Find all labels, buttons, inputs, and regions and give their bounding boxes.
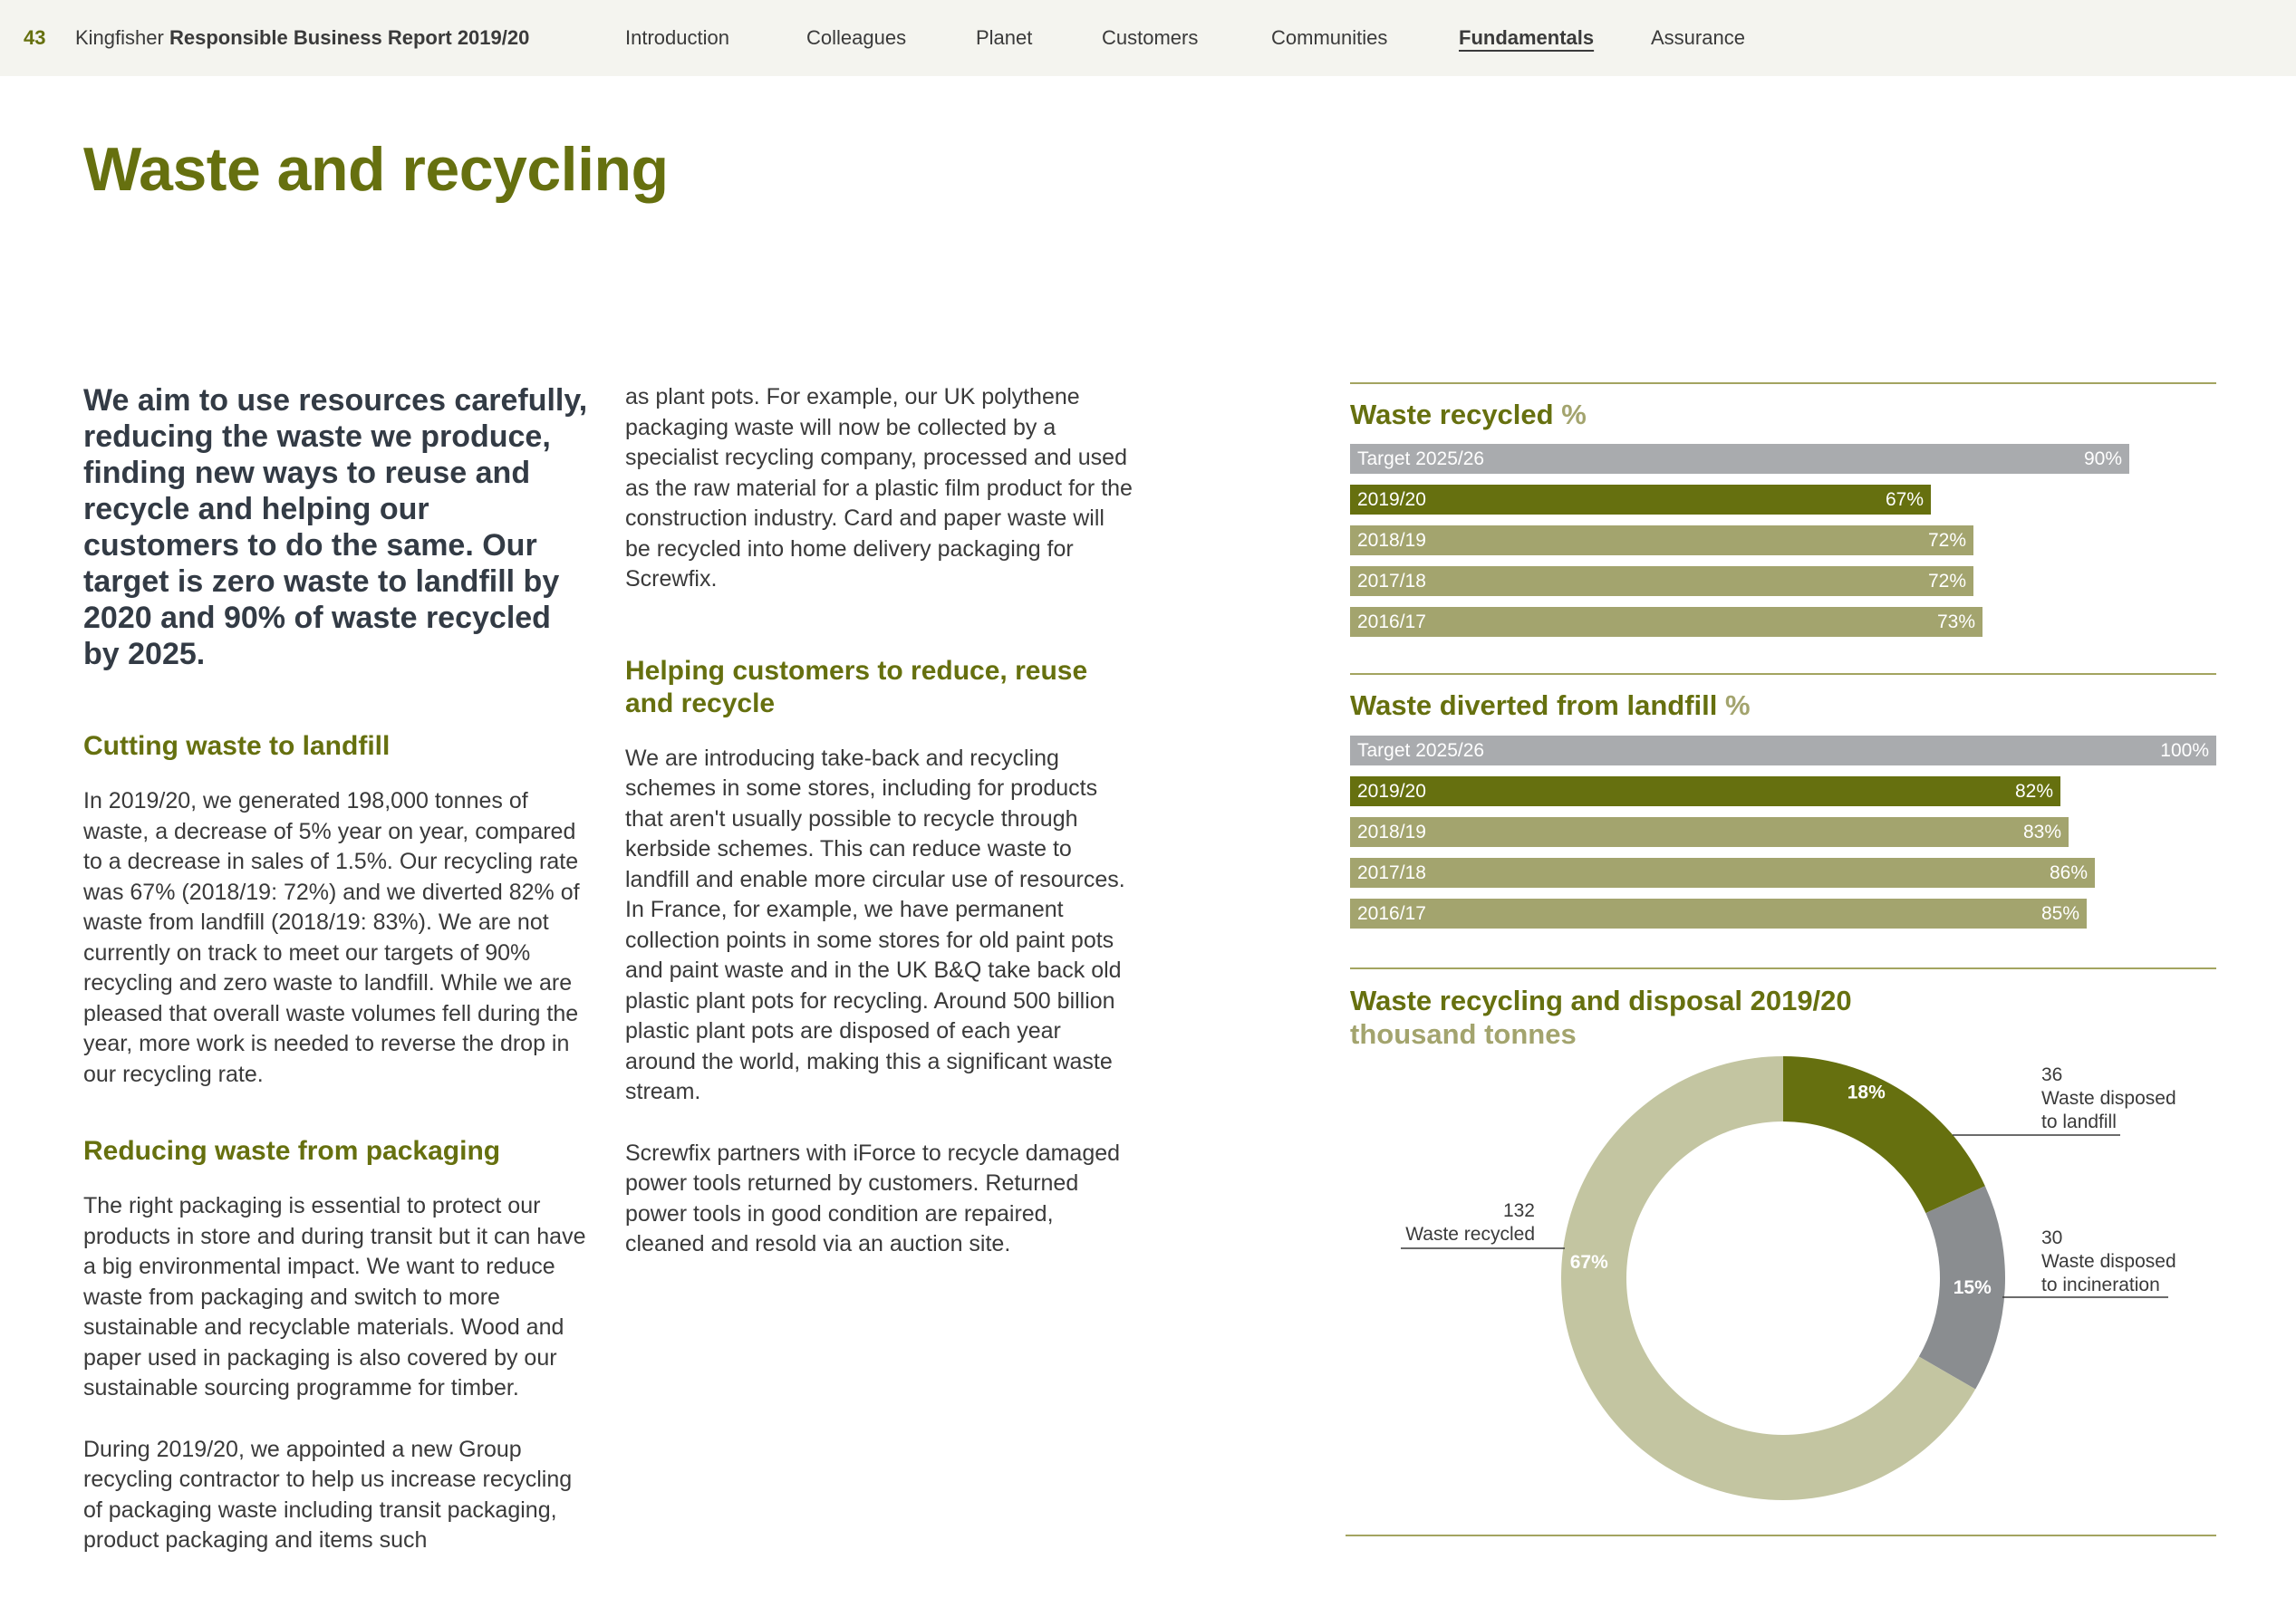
nav-assurance[interactable]: Assurance [1651,26,1745,49]
intro-statement: We aim to use resources carefully, reducing the waste we produce, finding new ways to reuse and recycle and helping our customers to do the same. Our target is zero waste to landfill by 2020 and 90% of waste recycled by 2025. [83,383,588,671]
chart-title-text: Waste recycled [1350,399,1554,430]
bar-category-label: 2017/18 [1357,862,1426,883]
heading-helping-customers: Helping customers to reduce, reuse and recycle [625,655,1088,718]
bar-category-label: 2019/20 [1357,489,1426,510]
nav-customers[interactable]: Customers [1102,26,1199,49]
report-name: Responsible Business Report 2019/20 [169,26,530,49]
nav-planet[interactable]: Planet [976,26,1033,49]
donut-percent-label: 15% [1953,1276,1992,1298]
paragraph-customers-1: We are introducing take-back and recycling schemes in some stores, including for products that aren't usually possible to recycle through kerbside schemes. This can reduce waste to landfill and enable more circular use of resources. In France, for example, we have permanent collection points in some stores for old paint pots and paint waste and in the UK B&Q take back old plastic plant pots for recycling. Around 500 billion plastic plant pots are disposed of each year around the world, making this a significant waste stream. [625,745,1125,1104]
brand-name: Kingfisher [75,26,164,49]
nav-fundamentals[interactable]: Fundamentals [1459,26,1595,49]
donut-label-name-2: to incineration [2041,1275,2160,1295]
paragraph-packaging-1: The right packaging is essential to protect our products in store and during transit but it can have a big environmental impact. We want to reduce waste from packaging and switch to more sustainable and recyclable materials. Wood and paper used in packaging is also covered by our sustainable sourcing programme for timber. [83,1193,586,1400]
nav-communities[interactable]: Communities [1271,26,1388,49]
bar-category-label: 2016/17 [1357,611,1426,632]
bar-category-label: Target 2025/26 [1357,740,1485,761]
donut-label-value: 36 [2041,1064,2063,1085]
page-title: Waste and recycling [83,135,669,204]
donut-label-name: Waste disposed [2041,1251,2176,1272]
donut-label-name: Waste recycled [1405,1224,1535,1245]
donut-label-name: Waste disposed [2041,1088,2176,1109]
bar-category-label: 2017/18 [1357,571,1426,592]
paragraph-customers-2: Screwfix partners with iForce to recycle damaged power tools returned by customers. Returned power tools in good condition are repaired, cleaned and resold via an auction site. [625,1140,1121,1256]
heading-reducing-packaging: Reducing waste from packaging [83,1136,501,1166]
page-number: 43 [24,26,46,49]
bar-value-label: 67% [1885,489,1924,510]
donut-percent-label: 18% [1847,1082,1886,1103]
donut-label-incineration [2041,1227,2176,1297]
donut-label-value: 30 [2041,1227,2063,1248]
bar-category-label: Target 2025/26 [1357,448,1485,469]
donut-label-value: 132 [1502,1200,1535,1221]
bar-value-label: 72% [1927,530,1966,551]
chart-title-unit: % [1561,399,1587,430]
nav-colleagues[interactable]: Colleagues [806,26,907,49]
paragraph-packaging-2: During 2019/20, we appointed a new Group recycling contractor to help us increase recycling of packaging waste including transit packaging, product packaging and items such [83,1436,573,1553]
donut-label-name-2: to landfill [2041,1112,2117,1132]
bar-value-label: 73% [1936,611,1975,632]
donut-percent-label: 67% [1569,1252,1608,1274]
donut-label-recycled [1401,1199,1535,1246]
paragraph-packaging-3: as plant pots. For example, our UK polythene packaging waste will now be collected by a specialist recycling company, processed and used as the raw material for a plastic film product for the construction industry. Card and paper waste will be recycled into home delivery packaging for Screwfix. [625,384,1133,592]
bottom-divider-rule [1346,1535,2216,1536]
bar-category-label: 2019/20 [1357,781,1426,802]
bar-category-label: 2018/19 [1357,530,1426,551]
bar-category-label: 2016/17 [1357,903,1426,924]
nav-introduction[interactable]: Introduction [625,26,729,49]
bar-category-label: 2018/19 [1357,822,1426,842]
donut-label-landfill [2041,1064,2176,1134]
bar-value-label: 90% [2083,448,2122,469]
bar-value-label: 72% [1927,571,1966,592]
bar-value-label: 86% [2049,862,2088,883]
donut-title: Waste recycling and disposal 2019/20 [1350,985,1852,1016]
heading-cutting-waste: Cutting waste to landfill [83,731,391,761]
chart-title-text: Waste diverted from landfill [1350,689,1718,721]
chart-title-unit: % [1725,689,1751,721]
donut-subtitle: thousand tonnes [1350,1018,1577,1050]
bar-value-label: 83% [2022,822,2061,842]
bar-value-label: 82% [2014,781,2053,802]
bar-value-label: 85% [2040,903,2079,924]
paragraph-cutting-waste: In 2019/20, we generated 198,000 tonnes of waste, a decrease of 5% year on year, compared to a decrease in sales of 1.5%. Our recycling rate was 67% (2018/19: 72%) and we diverted 82% of waste from landfill (2018/19: 83%). We are not currently on track to meet our targets of 90% recycling and zero waste to landfill. While we are pleased that overall waste volumes fell during the year, more work is needed to reverse the drop in our recycling rate. [83,788,580,1087]
bar-value-label: 100% [2160,740,2209,761]
